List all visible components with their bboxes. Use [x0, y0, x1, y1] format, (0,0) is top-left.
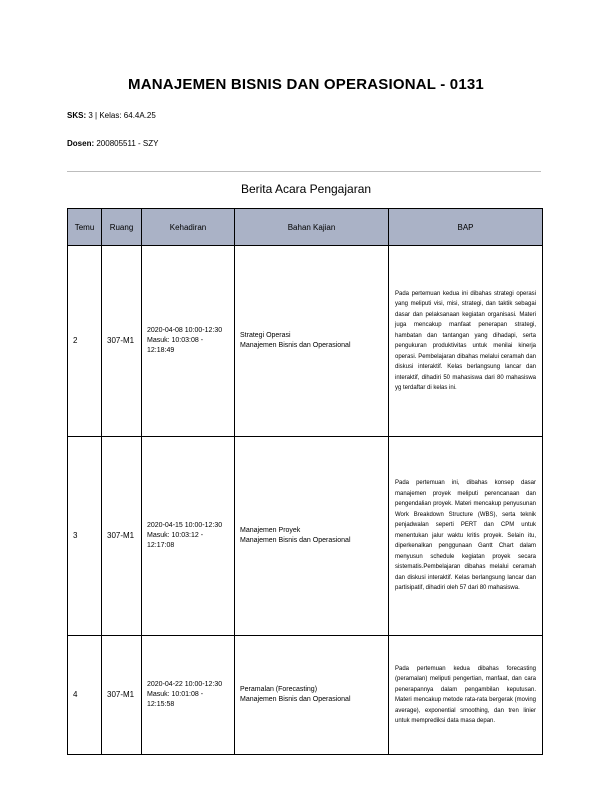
header-ruang: Ruang	[102, 209, 142, 246]
cell-kehadiran	[142, 437, 235, 636]
bahan-course: Manajemen Bisnis dan Operasional	[240, 537, 351, 544]
bahan-topic: Peramalan (Forecasting)	[240, 686, 318, 693]
cell-ruang: 307-M1	[102, 636, 142, 755]
cell-kehadiran	[142, 246, 235, 437]
kehadiran-schedule: 2020-04-08 10:00-12:30	[147, 327, 223, 334]
dosen-line	[67, 139, 158, 148]
bahan-topic: Strategi Operasi	[240, 332, 291, 339]
kehadiran-schedule: 2020-04-15 10:00-12:30	[147, 522, 223, 529]
cell-bap: Pada pertemuan kedua dibahas forecasting (peramalan) meliputi pengertian, manfaat, dan cara penerapannya dalam pengambilan keputusan. Materi mencakup metode rata-rata bergerak (moving average), exponential smoothing, dan tren linier untuk memprediksi data masa depan.	[389, 636, 543, 755]
kehadiran-masuk: Masuk: 10:01:08 - 12:15:58	[147, 691, 204, 708]
bap-table	[67, 208, 543, 755]
bahan-course: Manajemen Bisnis dan Operasional	[240, 696, 351, 703]
cell-bahan-kajian	[235, 437, 389, 636]
kehadiran-masuk: Masuk: 10:03:12 - 12:17:08	[147, 532, 204, 549]
section-title: Berita Acara Pengajaran	[240, 182, 372, 196]
sks-label: SKS:	[67, 111, 87, 120]
cell-ruang: 307-M1	[102, 246, 142, 437]
divider	[67, 171, 541, 172]
cell-temu: 3	[68, 437, 102, 636]
cell-bap: Pada pertemuan ini, dibahas konsep dasar manajemen proyek meliputi perencanaan dan pengendalian proyek. Materi mencakup penyusunan Work Breakdown Structure (WBS), serta teknik penjadwalan seperti PERT dan CPM untuk menentukan jalur waktu kritis proyek. Selain itu, diperkenalkan penggunaan Gantt Chart dalam menyusun schedule kegiatan proyek secara sistematis.Pembelajaran dibahas melalui ceramah dan diskusi interaktif. Kelas berlangsung lancar dan partisipatif, dihadiri oleh 57 dari 80 mahasiswa.	[389, 437, 543, 636]
bahan-topic: Manajemen Proyek	[240, 527, 301, 534]
kehadiran-schedule: 2020-04-22 10:00-12:30	[147, 681, 223, 688]
table-row	[68, 246, 543, 437]
cell-temu: 4	[68, 636, 102, 755]
cell-bahan-kajian	[235, 246, 389, 437]
cell-bap: Pada pertemuan kedua ini dibahas strategi operasi yang meliputi visi, misi, strategi, dan taktik sebagai dasar dan pelaksanaan kegiatan organisasi. Materi juga mencakup manfaat penerapan strategi, hambatan dan tantangan yang dihadapi, serta pengukuran produktivitas untuk menilai kinerja operasi. Pembelajaran dibahas melalui ceramah dan diskusi interaktif. Kelas berlangsung lancar dan interaktif, dihadiri 50 mahasiswa dari 80 mahasiswa yg terdaftar di kelas ini.	[389, 246, 543, 437]
document-title: MANAJEMEN BISNIS DAN OPERASIONAL - 0131	[128, 76, 484, 93]
header-temu: Temu	[68, 209, 102, 246]
header-bap: BAP	[389, 209, 543, 246]
sks-value: 3 | Kelas: 64.4A.25	[88, 111, 156, 120]
sks-kelas-line	[67, 111, 156, 120]
cell-ruang: 307-M1	[102, 437, 142, 636]
header-kehadiran: Kehadiran	[142, 209, 235, 246]
table-row	[68, 437, 543, 636]
cell-temu: 2	[68, 246, 102, 437]
header-bahan-kajian: Bahan Kajian	[235, 209, 389, 246]
cell-bahan-kajian	[235, 636, 389, 755]
table-header-row	[68, 209, 543, 246]
dosen-label: Dosen:	[67, 139, 95, 148]
bahan-course: Manajemen Bisnis dan Operasional	[240, 342, 351, 349]
kehadiran-masuk: Masuk: 10:03:08 - 12:18:49	[147, 337, 204, 354]
table-row	[68, 636, 543, 755]
dosen-value: 200805511 - SZY	[96, 139, 159, 148]
cell-kehadiran	[142, 636, 235, 755]
